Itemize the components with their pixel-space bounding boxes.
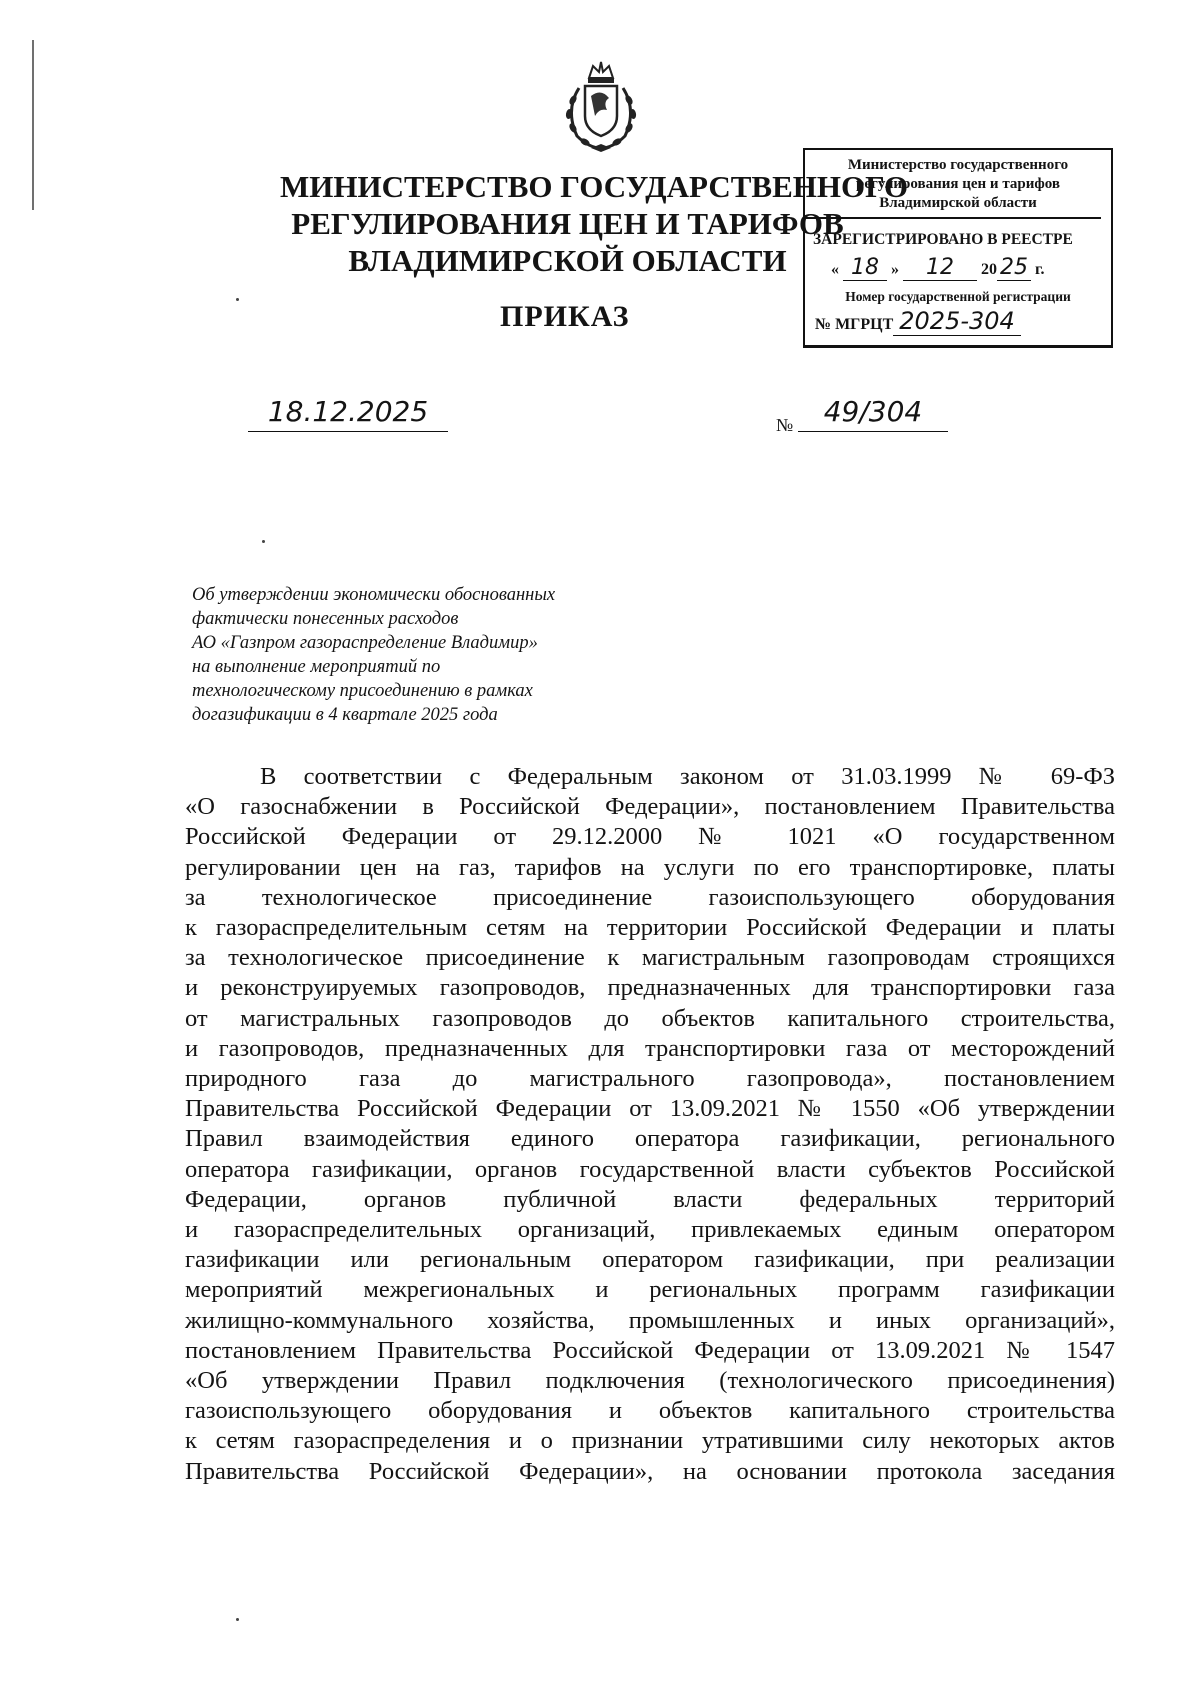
body-line: и газораспределительных организаций, привлекаемых единым оператором — [185, 1216, 1115, 1244]
document-number: 49/304 — [798, 393, 948, 432]
subject-line: догазификации в 4 квартале 2025 года — [192, 705, 498, 725]
body-line: природного газа до магистрального газопровода», постановлением — [185, 1065, 1115, 1093]
body-line: газоиспользующего оборудования и объектов капитального строительства — [185, 1397, 1115, 1425]
subject-line: фактически понесенных расходов — [192, 609, 459, 629]
stamp-org-line: регулирования цен и тарифов — [856, 176, 1060, 192]
stamp-org-line: Министерство государственного — [847, 157, 1069, 173]
scan-margin-mark — [32, 40, 34, 210]
body-line: от магистральных газопроводов до объектов капитального строительства, — [185, 1004, 1115, 1032]
subject-line: Об утверждении экономически обоснованных — [192, 585, 556, 605]
scan-speck — [236, 1618, 239, 1621]
stamp-date-day: 18 — [843, 255, 887, 281]
order-title: ПРИКАЗ — [500, 300, 630, 333]
stamp-date-month: 12 — [903, 255, 977, 281]
body-line: постановлением Правительства Российской Федерации от 13.09.2021 № 1547 — [185, 1336, 1115, 1364]
stamp-reg-number: 2025-304 — [893, 307, 1021, 336]
body-line: Российской Федерации от 29.12.2000 № 1021 «О государственном — [185, 823, 1115, 851]
subject-line: АО «Газпром газораспределение Владимир» — [192, 633, 538, 653]
body-line: Правительства Российской Федерации от 13.09.2021 № 1550 «Об утверждении — [185, 1095, 1115, 1123]
body-line: регулировании цен на газ, тарифов на услуги по его транспортировке, платы — [185, 853, 1115, 881]
body-line: к сетям газораспределения и о признании утратившими силу некоторых актов — [185, 1427, 1115, 1455]
document-subject — [192, 583, 672, 727]
ministry-title-line: ВЛАДИМИРСКОЙ ОБЛАСТИ — [348, 243, 787, 278]
ministry-title-line: МИНИСТЕРСТВО ГОСУДАРСТВЕННОГО — [280, 169, 909, 204]
stamp-date-open-quote: « — [831, 261, 839, 278]
body-line: газификации или региональным оператором газификации, при реализации — [185, 1246, 1115, 1274]
stamp-org-line: Владимирской области — [879, 195, 1037, 211]
registration-stamp — [803, 148, 1113, 348]
scan-speck — [262, 540, 265, 543]
body-line: и газопроводов, предназначенных для транспортировки газа от месторождений — [185, 1034, 1115, 1062]
stamp-date — [831, 255, 1111, 281]
body-line: Правительства Российской Федерации», на основании протокола заседания — [185, 1457, 1115, 1485]
body-line: за технологическое присоединение к магистральным газопроводам строящихся — [185, 944, 1115, 972]
body-paragraph — [185, 762, 1115, 1487]
stamp-organization — [805, 156, 1111, 213]
stamp-registered-label: ЗАРЕГИСТРИРОВАНО В РЕЕСТРЕ — [813, 231, 1073, 248]
body-line: жилищно-коммунального хозяйства, промышленных и иных организаций», — [185, 1306, 1115, 1334]
body-line: к газораспределительным сетям на территории Российской Федерации и платы — [185, 914, 1115, 942]
scan-speck — [236, 298, 239, 301]
body-line: В соответствии с Федеральным законом от 31.03.1999 № 69-ФЗ — [260, 763, 1115, 790]
stamp-date-year-unit: г. — [1035, 261, 1045, 278]
stamp-reg-prefix: № МГРЦТ — [815, 316, 894, 333]
subject-line: технологическому присоединению в рамках — [192, 681, 533, 701]
subject-line: на выполнение мероприятий по — [192, 657, 441, 677]
body-line: оператора газификации, органов государственной власти субъектов Российской — [185, 1155, 1115, 1183]
body-line: за технологическое присоединение газоиспользующего оборудования — [185, 883, 1115, 911]
body-line: Федерации, органов публичной власти федеральных территорий — [185, 1185, 1115, 1213]
stamp-reg-number-row — [815, 307, 1111, 336]
coat-of-arms-icon — [555, 58, 647, 154]
body-line: и реконструируемых газопроводов, предназначенных для транспортировки газа — [185, 974, 1115, 1002]
stamp-reg-number-label: Номер государственной регистрации — [845, 289, 1071, 304]
stamp-divider — [805, 217, 1101, 219]
body-line: «Об утверждении Правил подключения (технологического присоединения) — [185, 1367, 1115, 1395]
stamp-date-close-quote: » — [891, 261, 899, 278]
body-line: «О газоснабжении в Российской Федерации», постановлением Правительства — [185, 793, 1115, 821]
body-line: Правил взаимодействия единого оператора газификации, регионального — [185, 1125, 1115, 1153]
ministry-title-line: РЕГУЛИРОВАНИЯ ЦЕН И ТАРИФОВ — [291, 206, 844, 241]
stamp-date-year-prefix: 20 — [981, 261, 997, 278]
document-date: 18.12.2025 — [248, 393, 448, 432]
body-line: мероприятий межрегиональных и региональных программ газификации — [185, 1276, 1115, 1304]
document-number-label: № — [776, 415, 794, 435]
stamp-date-year-suffix: 25 — [997, 255, 1031, 281]
